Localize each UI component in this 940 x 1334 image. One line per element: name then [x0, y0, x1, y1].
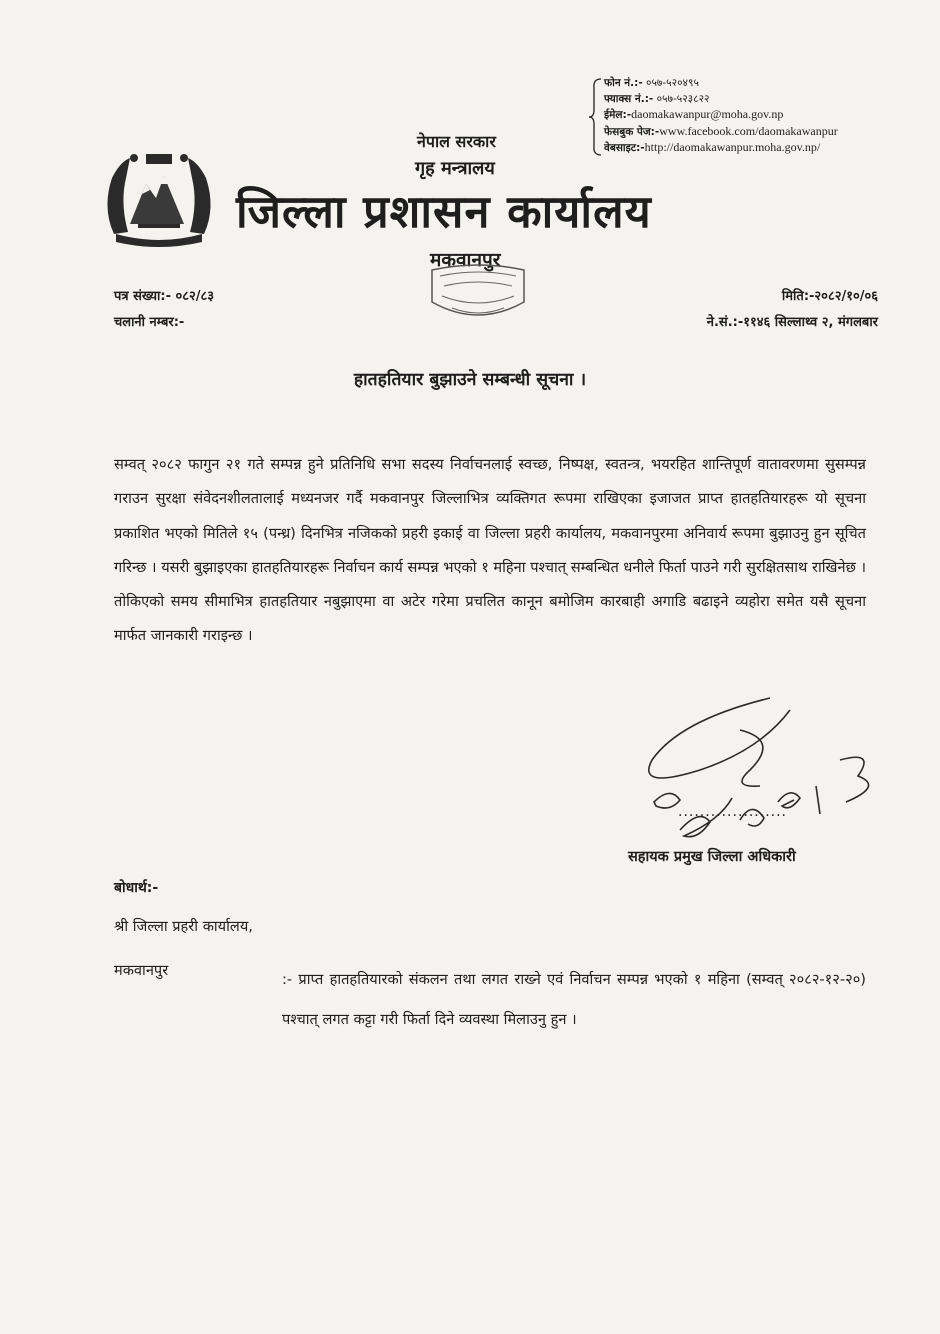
contact-email: ईमेल:-daomakawanpur@moha.gov.np	[604, 107, 784, 121]
letter-dates	[707, 284, 878, 336]
signatory-title: सहायक प्रमुख जिल्ला अधिकारी	[628, 849, 796, 865]
office-stamp	[422, 262, 534, 324]
district-name: मकवानपुर	[430, 249, 501, 271]
cc-heading: बोधार्थ:-	[114, 880, 159, 896]
contact-facebook: फेसबुक पेज:-www.facebook.com/daomakawanpur	[604, 123, 838, 138]
cc-recipient-district: मकवानपुर	[114, 962, 169, 979]
ministry-name: गृह मन्त्रालय	[415, 158, 495, 179]
signature-mark	[640, 690, 880, 850]
contact-phone: फोन नं.:- ०५७-५२०४९५	[604, 77, 699, 89]
cc-recipient-office: श्री जिल्ला प्रहरी कार्यालय,	[114, 918, 253, 935]
letter-date: मिति:-२०८२/१०/०६	[781, 289, 878, 304]
nepal-emblem-icon	[100, 148, 218, 248]
nepal-sambat-date: ने.सं.:-११४६ सिल्लाथ्व २, मंगलबार	[706, 315, 878, 330]
dispatch-number: चलानी नम्बर:-	[114, 315, 185, 330]
cc-instruction: :- प्राप्त हातहतियारको संकलन तथा लगत राख्ने एवं निर्वाचन सम्पन्न भएको १ महिना (सम्वत् २०८२-१२-२०) पश्चात् लगत कट्टा गरी फिर्ता दिने व्यवस्था मिलाउनु हुन ।	[282, 971, 866, 1028]
contact-block	[604, 76, 904, 157]
brace-icon	[588, 78, 602, 156]
contact-fax: फ्याक्स नं.:- ०५७-५२३८२२	[604, 92, 710, 105]
government-name: नेपाल सरकार	[417, 132, 496, 151]
letter-number: पत्र संख्या:- ०८२/८३	[114, 289, 215, 304]
office-name: जिल्ला प्रशासन कार्यालय	[236, 185, 652, 238]
notice-subject: हातहतियार बुझाउने सम्बन्धी सूचना ।	[353, 370, 587, 390]
signature-line: ....................	[678, 804, 788, 820]
notice-body: सम्वत् २०८२ फागुन २१ गते सम्पन्न हुने प्रतिनिधि सभा सदस्य निर्वाचनलाई स्वच्छ, निष्पक्ष, स्वतन्त्र, भयरहित शान्तिपूर्ण वातावरणमा सुसम्पन्न गराउन सुरक्षा संवेदनशीलतालाई मध्यनजर गर्दै मकवानपुर जिल्लाभित्र व्यक्तिगत रूपमा राखिएका इजाजत प्राप्त हातहतियारहरू यो सूचना प्रकाशित भएको मितिले १५ (पन्ध्र) दिनभित्र नजिकको प्रहरी इकाई वा जिल्ला प्रहरी कार्यालय, मकवानपुरमा अनिवार्य रूपमा बुझाउनु हुन सूचित गरिन्छ । यसरी बुझाइएका हातहतियारहरू निर्वाचन कार्य सम्पन्न भएको १ महिना पश्चात् सम्बन्धित धनीले फिर्ता पाउने गरी सुरक्षितसाथ राखिनेछ । तोकिएको समय सीमाभित्र हातहतियार नबुझाएमा वा अटेर गरेमा प्रचलित कानून बमोजिम कारबाही अगाडि बढाइने व्यहोरा समेत यसै सूचना मार्फत जानकारी गराइन्छ ।	[114, 456, 866, 645]
contact-website: वेबसाइट:-http://daomakawanpur.moha.gov.np/	[604, 140, 821, 154]
letter-reference	[114, 284, 214, 336]
